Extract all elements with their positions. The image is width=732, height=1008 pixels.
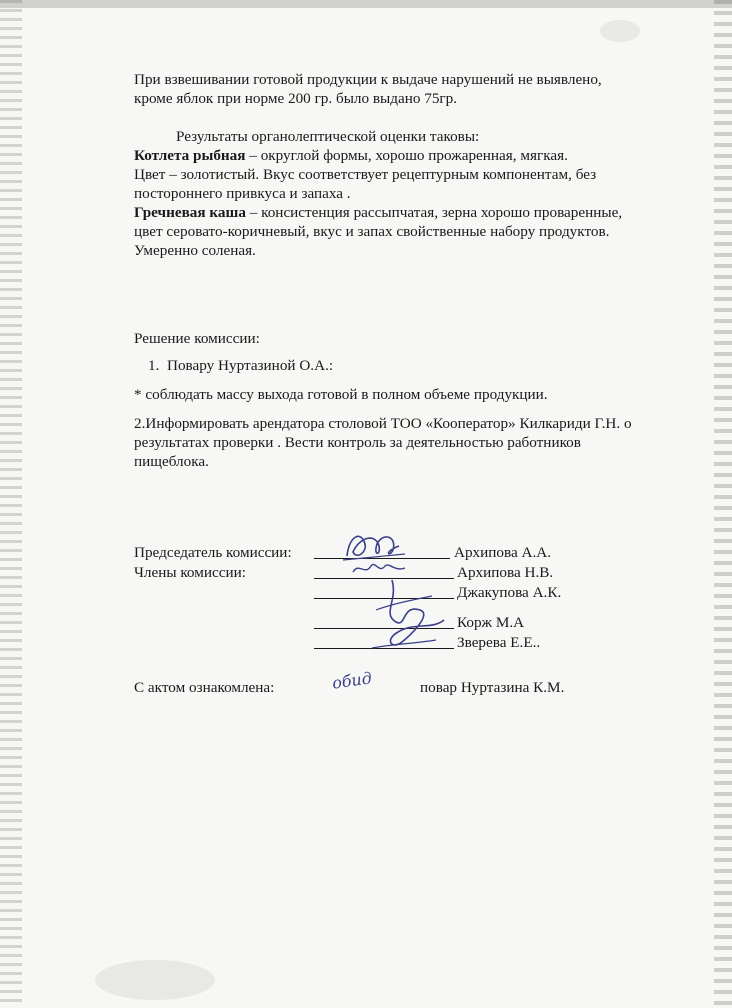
cutlet-title: Котлета рыбная bbox=[134, 147, 246, 164]
decision-item-2-line-2: результатах проверки . Вести контроль за деятельностью работников bbox=[134, 434, 581, 451]
porridge-line-3: Умеренно соленая. bbox=[134, 242, 256, 259]
porridge-line-2: цвет серовато-коричневый, вкус и запах свойственные набору продуктов. bbox=[134, 223, 610, 240]
acknowledgement-handwritten: обид bbox=[330, 668, 373, 693]
signatory-name: Архипова Н.В. bbox=[457, 564, 554, 581]
decision-item-2-line-1: 2.Информировать арендатора столовой ТОО «Кооператор» Килкариди Г.Н. о bbox=[134, 415, 632, 432]
cutlet-line-1 bbox=[134, 146, 694, 165]
acknowledgement-name: повар Нуртазина К.М. bbox=[420, 679, 565, 696]
decision-item-2-line-3: пищеблока. bbox=[134, 453, 209, 470]
signatory-name: Корж М.А bbox=[457, 614, 525, 631]
results-intro: Результаты органолептической оценки таковы: bbox=[176, 128, 480, 145]
decision-item-1-text: Повару Нуртазиной О.А.: bbox=[166, 357, 334, 374]
acknowledgement-row bbox=[134, 668, 694, 703]
scan-edge-top bbox=[0, 0, 732, 8]
signatory-name: Архипова А.А. bbox=[454, 544, 552, 561]
scan-smudge bbox=[600, 20, 640, 42]
weighing-line-1: При взвешивании готовой продукции к выдаче нарушений не выявлено, bbox=[134, 71, 602, 88]
handwritten-signature-icon bbox=[362, 570, 452, 660]
porridge-text: – консистенция рассыпчатая, зерна хорошо проваренные, bbox=[245, 204, 623, 221]
decision-bullet: * соблюдать массу выхода готовой в полном объеме продукции. bbox=[134, 386, 548, 403]
members-label: Члены комиссии: bbox=[134, 564, 246, 581]
signatory-name: Зверева Е.Е.. bbox=[457, 634, 541, 651]
decision-title: Решение комиссии: bbox=[134, 330, 260, 347]
cutlet-line-3: постороннего привкуса и запаха . bbox=[134, 185, 351, 202]
weighing-line-2: кроме яблок при норме 200 гр. было выдано 75гр. bbox=[134, 90, 458, 107]
decision-item-1 bbox=[134, 356, 694, 375]
document-body bbox=[134, 70, 694, 471]
scan-smudge bbox=[95, 960, 215, 1000]
decision-item-1-number: 1. bbox=[148, 357, 160, 374]
scan-edge-left bbox=[0, 0, 22, 1008]
porridge-title: Гречневая каша bbox=[134, 204, 246, 221]
porridge-line-1 bbox=[134, 203, 694, 222]
acknowledgement-label: С актом ознакомлена: bbox=[134, 679, 275, 696]
cutlet-line-2: Цвет – золотистый. Вкус соответствует рецептурным компонентам, без bbox=[134, 166, 597, 183]
signature-row-chair bbox=[134, 544, 694, 563]
signatory-name: Джакупова А.К. bbox=[457, 584, 562, 601]
scan-edge-right bbox=[714, 0, 732, 1008]
chair-label: Председатель комиссии: bbox=[134, 544, 292, 561]
cutlet-text: – округлой формы, хорошо прожаренная, мягкая. bbox=[245, 147, 568, 164]
